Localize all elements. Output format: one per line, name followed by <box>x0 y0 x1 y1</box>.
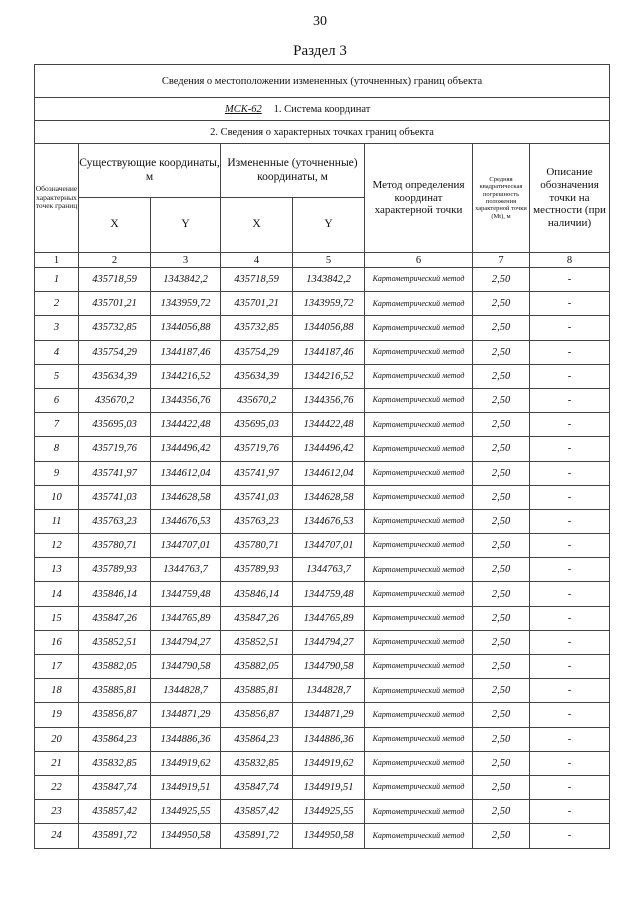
point-number: 7 <box>35 413 79 437</box>
existing-y: 1344886,36 <box>151 727 221 751</box>
error-cell: 2,50 <box>473 364 530 388</box>
changed-x: 435885,81 <box>221 679 293 703</box>
point-number: 1 <box>35 268 79 292</box>
error-cell: 2,50 <box>473 437 530 461</box>
existing-y: 1344828,7 <box>151 679 221 703</box>
existing-x: 435864,23 <box>79 727 151 751</box>
error-cell: 2,50 <box>473 824 530 848</box>
existing-x: 435634,39 <box>79 364 151 388</box>
existing-x: 435780,71 <box>79 534 151 558</box>
point-number: 18 <box>35 679 79 703</box>
table-row <box>35 630 610 654</box>
point-number: 19 <box>35 703 79 727</box>
table-row <box>35 703 610 727</box>
point-number: 14 <box>35 582 79 606</box>
description-cell: - <box>530 582 610 606</box>
table-row <box>35 800 610 824</box>
description-cell: - <box>530 751 610 775</box>
changed-y: 1344919,62 <box>293 751 365 775</box>
description-cell: - <box>530 413 610 437</box>
changed-y: 1344871,29 <box>293 703 365 727</box>
point-number: 11 <box>35 509 79 533</box>
table-row <box>35 824 610 848</box>
existing-y: 1344187,46 <box>151 340 221 364</box>
changed-x: 435670,2 <box>221 388 293 412</box>
point-number: 13 <box>35 558 79 582</box>
description-cell: - <box>530 703 610 727</box>
existing-x: 435718,59 <box>79 268 151 292</box>
description-cell: - <box>530 775 610 799</box>
changed-x: 435754,29 <box>221 340 293 364</box>
method-cell: Картометрический метод <box>365 679 473 703</box>
error-cell: 2,50 <box>473 388 530 412</box>
changed-x: 435856,87 <box>221 703 293 727</box>
existing-x: 435719,76 <box>79 437 151 461</box>
point-number: 23 <box>35 800 79 824</box>
table-row <box>35 437 610 461</box>
existing-y: 1344763,7 <box>151 558 221 582</box>
changed-y: 1344790,58 <box>293 655 365 679</box>
description-cell: - <box>530 558 610 582</box>
column-number: 3 <box>151 253 221 268</box>
method-cell: Картометрический метод <box>365 751 473 775</box>
coord-system-row <box>35 98 610 121</box>
point-number: 21 <box>35 751 79 775</box>
changed-y: 1344765,89 <box>293 606 365 630</box>
table-row <box>35 413 610 437</box>
existing-x: 435832,85 <box>79 751 151 775</box>
coord-system-value: МСК-62 <box>225 103 262 115</box>
error-cell: 2,50 <box>473 655 530 679</box>
error-cell: 2,50 <box>473 606 530 630</box>
header-existing: Существующие координаты, м <box>79 144 221 198</box>
error-cell: 2,50 <box>473 630 530 654</box>
column-number: 1 <box>35 253 79 268</box>
table-row <box>35 655 610 679</box>
coord-system-label: 1. Система координат <box>273 103 371 115</box>
method-cell: Картометрический метод <box>365 437 473 461</box>
description-cell: - <box>530 292 610 316</box>
page-number: 30 <box>313 14 327 29</box>
existing-y: 1344216,52 <box>151 364 221 388</box>
error-cell: 2,50 <box>473 509 530 533</box>
changed-y: 1344763,7 <box>293 558 365 582</box>
method-cell: Картометрический метод <box>365 824 473 848</box>
error-cell: 2,50 <box>473 558 530 582</box>
existing-y: 1344790,58 <box>151 655 221 679</box>
existing-y: 1344794,27 <box>151 630 221 654</box>
changed-x: 435857,42 <box>221 800 293 824</box>
header-x-changed: X <box>221 198 293 253</box>
table-row <box>35 364 610 388</box>
description-cell: - <box>530 461 610 485</box>
changed-y: 1344828,7 <box>293 679 365 703</box>
changed-y: 1344056,88 <box>293 316 365 340</box>
description-cell: - <box>530 824 610 848</box>
error-cell: 2,50 <box>473 340 530 364</box>
changed-x: 435789,93 <box>221 558 293 582</box>
existing-x: 435789,93 <box>79 558 151 582</box>
error-cell: 2,50 <box>473 268 530 292</box>
column-number: 5 <box>293 253 365 268</box>
existing-y: 1344422,48 <box>151 413 221 437</box>
method-cell: Картометрический метод <box>365 534 473 558</box>
description-cell: - <box>530 316 610 340</box>
table-row <box>35 775 610 799</box>
existing-y: 1344919,62 <box>151 751 221 775</box>
method-cell: Картометрический метод <box>365 800 473 824</box>
existing-y: 1344676,53 <box>151 509 221 533</box>
existing-x: 435857,42 <box>79 800 151 824</box>
header-changed: Измененные (уточненные) координаты, м <box>221 144 365 198</box>
changed-y: 1344356,76 <box>293 388 365 412</box>
changed-y: 1344886,36 <box>293 727 365 751</box>
table-row <box>35 751 610 775</box>
existing-y: 1344707,01 <box>151 534 221 558</box>
changed-y: 1344422,48 <box>293 413 365 437</box>
error-cell: 2,50 <box>473 679 530 703</box>
existing-y: 1344871,29 <box>151 703 221 727</box>
method-cell: Картометрический метод <box>365 606 473 630</box>
existing-x: 435763,23 <box>79 509 151 533</box>
changed-x: 435847,74 <box>221 775 293 799</box>
changed-y: 1343842,2 <box>293 268 365 292</box>
existing-y: 1344612,04 <box>151 461 221 485</box>
method-cell: Картометрический метод <box>365 413 473 437</box>
existing-x: 435882,05 <box>79 655 151 679</box>
changed-y: 1344919,51 <box>293 775 365 799</box>
existing-x: 435670,2 <box>79 388 151 412</box>
description-cell: - <box>530 630 610 654</box>
table-row <box>35 485 610 509</box>
changed-x: 435718,59 <box>221 268 293 292</box>
table-title: Сведения о местоположении измененных (уточненных) границ объекта <box>35 65 610 98</box>
changed-x: 435695,03 <box>221 413 293 437</box>
method-cell: Картометрический метод <box>365 630 473 654</box>
changed-x: 435741,97 <box>221 461 293 485</box>
method-cell: Картометрический метод <box>365 655 473 679</box>
error-cell: 2,50 <box>473 292 530 316</box>
column-number: 7 <box>473 253 530 268</box>
changed-y: 1344676,53 <box>293 509 365 533</box>
changed-y: 1344925,55 <box>293 800 365 824</box>
method-cell: Картометрический метод <box>365 292 473 316</box>
changed-x: 435846,14 <box>221 582 293 606</box>
changed-x: 435719,76 <box>221 437 293 461</box>
method-cell: Картометрический метод <box>365 268 473 292</box>
table-row <box>35 461 610 485</box>
method-cell: Картометрический метод <box>365 461 473 485</box>
table-row <box>35 679 610 703</box>
method-cell: Картометрический метод <box>365 388 473 412</box>
column-number: 8 <box>530 253 610 268</box>
existing-x: 435695,03 <box>79 413 151 437</box>
existing-y: 1344356,76 <box>151 388 221 412</box>
error-cell: 2,50 <box>473 775 530 799</box>
table-row <box>35 606 610 630</box>
point-number: 3 <box>35 316 79 340</box>
description-cell: - <box>530 509 610 533</box>
description-cell: - <box>530 388 610 412</box>
table-row <box>35 727 610 751</box>
existing-x: 435847,74 <box>79 775 151 799</box>
existing-x: 435856,87 <box>79 703 151 727</box>
existing-y: 1344759,48 <box>151 582 221 606</box>
changed-y: 1344759,48 <box>293 582 365 606</box>
table-row <box>35 316 610 340</box>
changed-x: 435741,03 <box>221 485 293 509</box>
subsection-title: 2. Сведения о характерных точках границ объекта <box>35 121 610 144</box>
method-cell: Картометрический метод <box>365 703 473 727</box>
header-description: Описание обозначения точки на местности (при наличии) <box>530 144 610 253</box>
section-title: Раздел 3 <box>293 43 347 59</box>
changed-x: 435852,51 <box>221 630 293 654</box>
point-number: 9 <box>35 461 79 485</box>
changed-y: 1343959,72 <box>293 292 365 316</box>
method-cell: Картометрический метод <box>365 509 473 533</box>
changed-y: 1344187,46 <box>293 340 365 364</box>
description-cell: - <box>530 606 610 630</box>
point-number: 10 <box>35 485 79 509</box>
table-row <box>35 268 610 292</box>
point-number: 5 <box>35 364 79 388</box>
error-cell: 2,50 <box>473 751 530 775</box>
header-point: Обозначение характерных точек границ <box>35 144 79 253</box>
changed-x: 435763,23 <box>221 509 293 533</box>
table-row <box>35 509 610 533</box>
method-cell: Картометрический метод <box>365 558 473 582</box>
method-cell: Картометрический метод <box>365 727 473 751</box>
changed-x: 435832,85 <box>221 751 293 775</box>
existing-y: 1343842,2 <box>151 268 221 292</box>
table-row <box>35 558 610 582</box>
error-cell: 2,50 <box>473 727 530 751</box>
method-cell: Картометрический метод <box>365 316 473 340</box>
description-cell: - <box>530 679 610 703</box>
error-cell: 2,50 <box>473 703 530 727</box>
changed-x: 435847,26 <box>221 606 293 630</box>
error-cell: 2,50 <box>473 316 530 340</box>
existing-y: 1344628,58 <box>151 485 221 509</box>
error-cell: 2,50 <box>473 461 530 485</box>
point-number: 4 <box>35 340 79 364</box>
point-number: 2 <box>35 292 79 316</box>
point-number: 8 <box>35 437 79 461</box>
point-number: 16 <box>35 630 79 654</box>
changed-x: 435634,39 <box>221 364 293 388</box>
point-number: 12 <box>35 534 79 558</box>
changed-x: 435864,23 <box>221 727 293 751</box>
column-number: 2 <box>79 253 151 268</box>
existing-y: 1344056,88 <box>151 316 221 340</box>
changed-x: 435882,05 <box>221 655 293 679</box>
changed-y: 1344950,58 <box>293 824 365 848</box>
error-cell: 2,50 <box>473 800 530 824</box>
method-cell: Картометрический метод <box>365 485 473 509</box>
column-number: 4 <box>221 253 293 268</box>
description-cell: - <box>530 485 610 509</box>
existing-x: 435754,29 <box>79 340 151 364</box>
header-method: Метод определения координат характерной точки <box>365 144 473 253</box>
method-cell: Картометрический метод <box>365 582 473 606</box>
table-row <box>35 388 610 412</box>
existing-x: 435701,21 <box>79 292 151 316</box>
header-x-existing: X <box>79 198 151 253</box>
header-y-changed: Y <box>293 198 365 253</box>
method-cell: Картометрический метод <box>365 775 473 799</box>
changed-x: 435891,72 <box>221 824 293 848</box>
existing-x: 435847,26 <box>79 606 151 630</box>
existing-x: 435741,03 <box>79 485 151 509</box>
description-cell: - <box>530 655 610 679</box>
table-row <box>35 534 610 558</box>
header-y-existing: Y <box>151 198 221 253</box>
error-cell: 2,50 <box>473 582 530 606</box>
table-row <box>35 340 610 364</box>
changed-x: 435780,71 <box>221 534 293 558</box>
point-number: 22 <box>35 775 79 799</box>
description-cell: - <box>530 364 610 388</box>
description-cell: - <box>530 268 610 292</box>
changed-x: 435701,21 <box>221 292 293 316</box>
point-number: 6 <box>35 388 79 412</box>
existing-x: 435732,85 <box>79 316 151 340</box>
existing-y: 1344919,51 <box>151 775 221 799</box>
existing-x: 435852,51 <box>79 630 151 654</box>
method-cell: Картометрический метод <box>365 340 473 364</box>
existing-y: 1344765,89 <box>151 606 221 630</box>
header-error: Средняя квадратическая погрешность положения характерной точки (Mt), м <box>473 144 530 253</box>
description-cell: - <box>530 437 610 461</box>
coordinates-table <box>34 64 610 849</box>
method-cell: Картометрический метод <box>365 364 473 388</box>
changed-y: 1344628,58 <box>293 485 365 509</box>
changed-y: 1344216,52 <box>293 364 365 388</box>
error-cell: 2,50 <box>473 485 530 509</box>
description-cell: - <box>530 534 610 558</box>
existing-y: 1344496,42 <box>151 437 221 461</box>
existing-x: 435846,14 <box>79 582 151 606</box>
point-number: 15 <box>35 606 79 630</box>
description-cell: - <box>530 340 610 364</box>
point-number: 20 <box>35 727 79 751</box>
changed-y: 1344794,27 <box>293 630 365 654</box>
description-cell: - <box>530 800 610 824</box>
point-number: 17 <box>35 655 79 679</box>
column-number: 6 <box>365 253 473 268</box>
changed-y: 1344612,04 <box>293 461 365 485</box>
changed-x: 435732,85 <box>221 316 293 340</box>
changed-y: 1344496,42 <box>293 437 365 461</box>
existing-y: 1344925,55 <box>151 800 221 824</box>
error-cell: 2,50 <box>473 413 530 437</box>
existing-y: 1344950,58 <box>151 824 221 848</box>
description-cell: - <box>530 727 610 751</box>
point-number: 24 <box>35 824 79 848</box>
existing-x: 435891,72 <box>79 824 151 848</box>
changed-y: 1344707,01 <box>293 534 365 558</box>
error-cell: 2,50 <box>473 534 530 558</box>
table-row <box>35 292 610 316</box>
table-row <box>35 582 610 606</box>
existing-x: 435741,97 <box>79 461 151 485</box>
existing-x: 435885,81 <box>79 679 151 703</box>
existing-y: 1343959,72 <box>151 292 221 316</box>
